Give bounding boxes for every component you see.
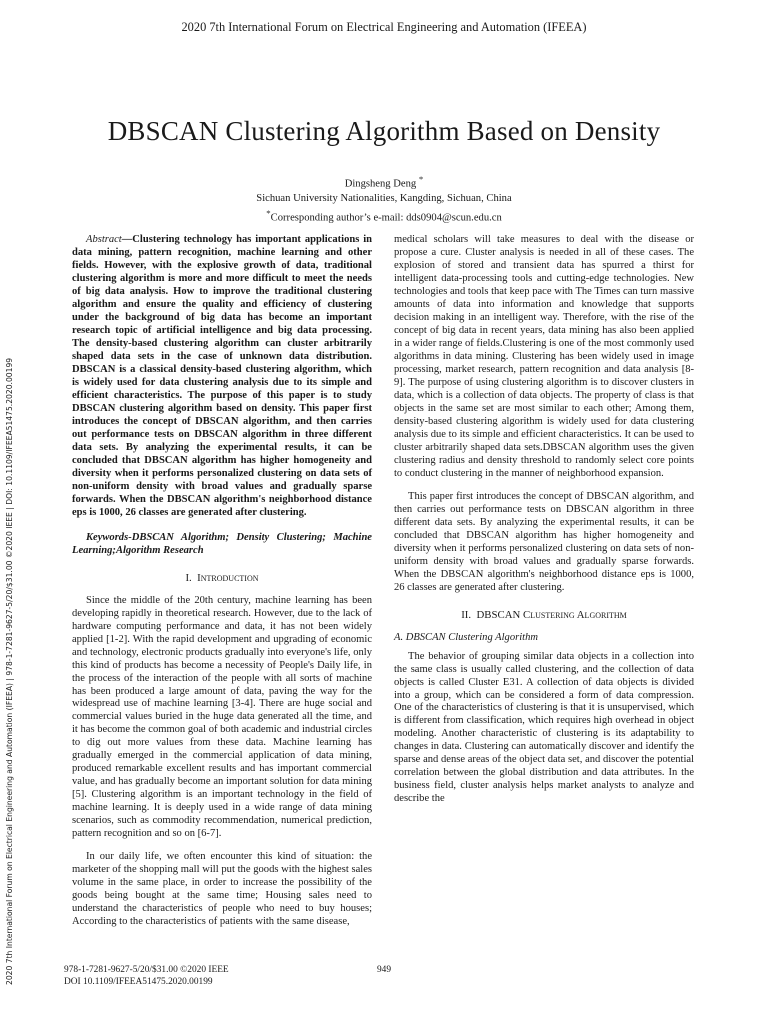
section-heading-introduction	[72, 572, 372, 585]
author-email: Corresponding author’s e-mail: dds0904@scun.edu.cn	[270, 212, 502, 224]
right-column	[394, 234, 694, 806]
abstract	[72, 234, 372, 520]
email-mark: *	[266, 207, 271, 218]
author-name-line	[0, 172, 768, 192]
author-name: Dingsheng Deng	[344, 178, 417, 190]
intro-paragraph-1: Since the middle of the 20th century, machine learning has been developing rapidly in theoretical research. However, due to the lack of hardware computing performance and data, it has not been widely applied [1-2]. With the rapid development and upgrading of economic and technology, electronic products gradually into everyone's life, only this kind of products has become a necessity of People's Daily life, in the process of the interaction of the people with all sorts of machine has been produced a large amount of data, paving the way for the widespread use of machine learning [3-4]. There are huge social and commercial values buried in the huge data generated all the time, and it has become the common goal of both academic and industrial circles to dig out more values from these data. Machine learning has gradually emerged in the commercial application of data mining, produced remarkable excellent results and has important commercial value, and has gradually become an important solution for data mining [5]. Clustering algorithm is an important technology in the field of machine learning. It is deeply used in a wide range of data mining scenarios, such as commodity recommendation, numerical prediction, pattern recognition and so on [6-7].	[72, 594, 372, 840]
author-mark: *	[418, 174, 424, 184]
section-title: Introduction	[197, 571, 259, 584]
page-number: 949	[376, 965, 392, 975]
intro-paragraph-3: This paper first introduces the concept of DBSCAN algorithm, and then carries out performance tests on DBSCAN algorithm in three different data sets. By analyzing the experimental results, it can be concluded that DBSCAN algorithm has higher homogeneity and diversity when it performs personalized clustering on data sets of non-uniform density with broad values and gradually sparse forwards. When the DBSCAN algorithm's neighborhood distance eps is 1000, 26 classes are generated after clustering.	[394, 490, 694, 593]
footer-isbn: 978-1-7281-9627-5/20/$31.00 ©2020 IEEE	[64, 965, 229, 975]
section-title-plain: DBSCAN	[476, 608, 521, 621]
author-affiliation: Sichuan University Nationalities, Kangding, Sichuan, China	[256, 192, 512, 204]
footer-doi: DOI 10.1109/IFEEA51475.2020.00199	[64, 976, 213, 987]
section-title-smallcaps: Clustering Algorithm	[523, 608, 627, 621]
conference-header: 2020 7th International Forum on Electrical Engineering and Automation (IFEEA)	[181, 20, 587, 34]
section2-paragraph-1: The behavior of grouping similar data objects in a collection into the same class is usually called clustering, and the collection of data objects is called Cluster E31. A collection of data objects is divided into a group, which can be considered a form of data compression. One of the characteristics of clustering is that it is unsupervised, which is different from classification, which requires high overhead in object modeling. Another characteristic of clustering is its adaptability to changes in data. Clustering can automatically discover and identify the sparse and dense areas of the object data set, and discover the potential correlation between the global distribution and data attributes. In the business field, cluster analysis helps market analysts to analyze and describe the	[394, 650, 694, 805]
left-column	[72, 234, 372, 929]
keywords: Keywords-DBSCAN Algorithm; Density Clustering; Machine Learning;Algorithm Research	[72, 531, 372, 556]
side-stamp: 2020 7th International Forum on Electrical Engineering and Automation (IFEEA) | 978-1-7281-9627-5/20/$31.00 ©2020 IEEE | DOI: 10.1109/IFEEA51475.2020.00199	[5, 357, 14, 985]
intro-paragraph-2-continued: medical scholars will take measures to deal with the disease or propose a cure. Cluster analysis is needed in all of these cases. The explosion of stored and transient data has spurred a thirst for intelligent data-processing tools and cutting-edge technologies. New technologies and tools that keep pace with The Times can turn massive amounts of data into information and knowledge that supports decision making in an intelligent way. Therefore, with the rise of the concept of big data in recent years, data mining has also been applied in a wider range of fields.Clustering is one of the most commonly used algorithms in data mining. Clustering has been widely used in image processing, market research, pattern recognition and data analysis [8-9]. The purpose of using clustering algorithm is to discover clusters in data, which is a collection of data objects. The property of class is that objects in the same set are most similar to each other; Among them, density-based clustering algorithm is widely used for data clustering analysis due to its simple and efficient characteristics. It can be used to cluster arbitrarily shaped data sets.DBSCAN algorithm uses the given clustering radius and density threshold to randomly select core points to conduct clustering in the manner of neighborhood expansion.	[394, 234, 694, 479]
abstract-text: —Clustering technology has important applications in data mining, pattern recognition, machine learning and other fields. However, with the explosive growth of data, traditional clustering algorithm is more and more difficult to meet the needs of big data analysis. How to improve the traditional clustering algorithm and ensure the quality and efficiency of clustering under the background of big data has become an important research topic of artificial intelligence and big data processing. The density-based clustering algorithm can cluster arbitrarily shaped data sets in the case of unknown data distribution. DBSCAN is a classical density-based clustering algorithm, which is widely used for data clustering analysis due to its simple and efficient characteristics. The purpose of this paper is to study DBSCAN clustering algorithm based on density. This paper first introduces the concept of DBSCAN algorithm, and then carries out performance tests on DBSCAN algorithm in three different data sets. By analyzing the experimental results, it can be concluded that DBSCAN algorithm has higher homogeneity and diversity when it performs personalized clustering on data sets of non-uniform density with broad values and gradually sparse forwards. When the DBSCAN algorithm's neighborhood distance eps is 1000, 26 classes are generated after clustering.	[72, 234, 372, 518]
paper-title: DBSCAN Clustering Algorithm Based on Density	[107, 116, 661, 146]
section-number: I.	[185, 571, 192, 584]
section-heading-dbscan	[394, 609, 694, 622]
subsection-heading: A. DBSCAN Clustering Algorithm	[394, 631, 538, 643]
author-email-line	[0, 206, 768, 226]
section-number: II.	[461, 608, 472, 621]
abstract-lead: Abstract	[86, 234, 122, 245]
author-block	[0, 172, 768, 226]
intro-paragraph-2: In our daily life, we often encounter this kind of situation: the marketer of the shopping mall will put the goods with the highest sales volume in the same place, in order to increase the possibility of the goods being bought at the same time; Housing sales need to understand the characteristics of people who need to buy houses; According to the characteristics of patients with the same disease,	[72, 851, 372, 928]
